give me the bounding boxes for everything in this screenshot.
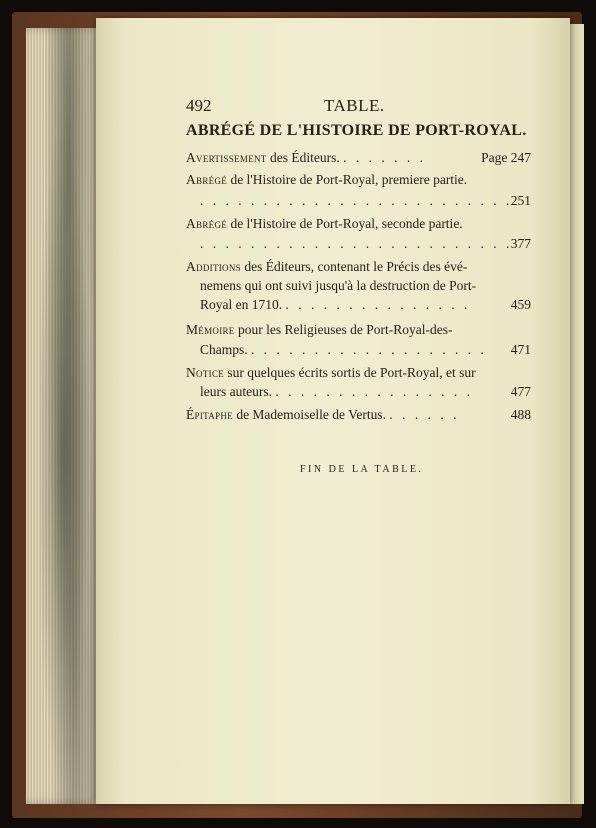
- toc-entry: [186, 322, 531, 338]
- entry-lead: Abrégé: [186, 172, 228, 187]
- entry-text: Royal en 1710.: [200, 297, 283, 312]
- toc-entry-continuation: [186, 297, 531, 313]
- entry-page: 477: [510, 384, 531, 399]
- entry-text: Champs.: [200, 342, 248, 357]
- facing-page-edge: [570, 24, 584, 804]
- entry-text: sur quelques écrits sortis de Port-Royal, et sur: [224, 365, 476, 380]
- entry-page: 377: [510, 236, 531, 251]
- leader-dots: . . . . . . .: [343, 150, 426, 165]
- leader-dots: . . . . . . . . . . . . . . .: [285, 297, 471, 312]
- toc-entry-continuation: [186, 236, 531, 252]
- entry-text: de l'Histoire de Port-Royal, premiere partie.: [227, 172, 468, 187]
- entry-page: 459: [510, 297, 531, 312]
- toc-entry: [186, 259, 531, 275]
- entry-text: de l'Histoire de Port-Royal, seconde partie.: [227, 216, 463, 231]
- entry-text: des Éditeurs, contenant le Précis des évé-: [240, 259, 468, 274]
- entry-text: des Éditeurs.: [266, 150, 340, 165]
- toc-entry-continuation: [186, 193, 531, 209]
- entry-page: 471: [510, 342, 531, 357]
- leader-dots: . . . . . . . . . . . . . . . . . . .: [251, 342, 487, 357]
- toc-entry-continuation: [186, 384, 531, 400]
- page-edges-stain: [40, 28, 98, 804]
- toc-entry-continuation: nemens qui ont suivi jusqu'à la destruction de Port-: [200, 278, 477, 293]
- entry-page: 488: [510, 407, 531, 422]
- entry-lead: Additions: [186, 259, 241, 274]
- toc-entry: [186, 365, 531, 381]
- page-number: 492: [186, 96, 212, 115]
- entry-lead: Notice: [186, 365, 225, 380]
- toc-entry-continuation: [186, 342, 531, 358]
- leader-dots: . . . . . . . . . . . . . . . .: [275, 384, 473, 399]
- leader-dots: . . . . . . . . . . . . . . . . . . . . . . . . .: [200, 193, 513, 208]
- leader-dots: . . . . . . . . . . . . . . . . . . . . . . . . .: [200, 236, 513, 251]
- entry-lead: Avertissement: [186, 150, 267, 165]
- colophon: FIN DE LA TABLE.: [300, 464, 424, 475]
- leader-dots: . . . . . .: [389, 407, 460, 422]
- entry-text: leurs auteurs.: [200, 384, 272, 399]
- entry-page: Page 247: [481, 150, 531, 165]
- section-title: ABRÉGÉ DE L'HISTOIRE DE PORT-ROYAL.: [186, 122, 527, 139]
- entry-lead: Mémoire: [186, 322, 235, 337]
- entry-page: 251: [510, 193, 531, 208]
- entry-text: de Mademoiselle de Vertus.: [232, 407, 387, 422]
- running-head: TABLE.: [324, 96, 385, 115]
- toc-entry: [186, 407, 531, 423]
- toc-entry: [186, 216, 531, 232]
- entry-lead: Épitaphe: [186, 407, 233, 422]
- entry-text: pour les Religieuses de Port-Royal-des-: [234, 322, 453, 337]
- toc-entry: [186, 172, 531, 188]
- entry-lead: Abrégé: [186, 216, 228, 231]
- toc-entry: [186, 150, 531, 166]
